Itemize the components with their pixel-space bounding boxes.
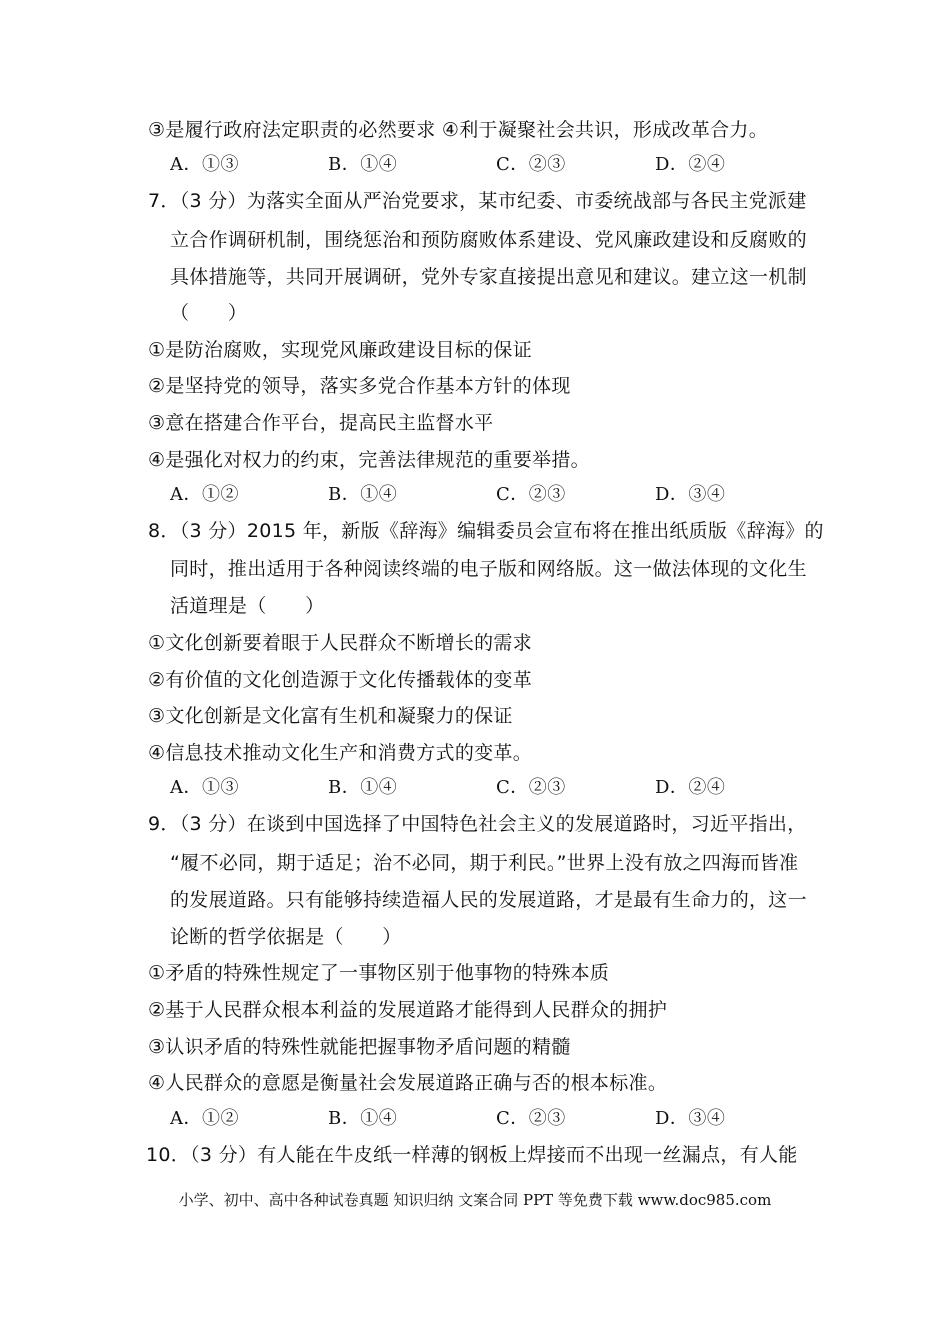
q6-option-a[interactable]: A．①③ xyxy=(170,154,239,175)
q7-statement-3: ③意在搭建合作平台，提高民主监督水平 xyxy=(148,412,494,434)
q9-statement-2: ②基于人民群众根本利益的发展道路才能得到人民群众的拥护 xyxy=(148,999,668,1021)
q8-option-d[interactable]: D．②④ xyxy=(655,777,726,798)
q9-stem-line-3: 的发展道路。只有能够持续造福人民的发展道路，才是最有生命力的，这一 xyxy=(170,889,807,911)
q9-option-d[interactable]: D．③④ xyxy=(655,1108,726,1129)
q8-options xyxy=(0,776,950,800)
q9-statement-3: ③认识矛盾的特殊性就能把握事物矛盾问题的精髓 xyxy=(148,1036,571,1058)
q7-option-c[interactable]: C．②③ xyxy=(496,484,566,505)
q8-option-a[interactable]: A．①③ xyxy=(170,777,239,798)
q7-options xyxy=(0,483,950,507)
q9-statement-1: ①矛盾的特殊性规定了一事物区别于他事物的特殊本质 xyxy=(148,962,610,984)
page-footer: 小学、初中、高中各种试卷真题 知识归纳 文案合同 PPT 等免费下载 www.doc985.com xyxy=(178,1191,772,1209)
q7-stem-line-1: 7．（3 分）为落实全面从严治党要求，某市纪委、市委统战部与各民主党派建 xyxy=(148,190,807,212)
q7-answer-blank: （ ） xyxy=(170,302,248,324)
q9-stem-line-4: 论断的哲学依据是（ ） xyxy=(170,926,402,948)
q9-stem-line-2: “履不必同，期于适足；治不必同，期于利民。”世界上没有放之四海而皆准 xyxy=(170,852,799,874)
q7-option-d[interactable]: D．③④ xyxy=(655,484,726,505)
q6-option-c[interactable]: C．②③ xyxy=(496,154,566,175)
q7-option-a[interactable]: A．①② xyxy=(170,484,239,505)
q8-stem-line-1: 8．（3 分）2015 年，新版《辞海》编辑委员会宣布将在推出纸质版《辞海》的 xyxy=(148,520,824,542)
q7-statement-2: ②是坚持党的领导，落实多党合作基本方针的体现 xyxy=(148,375,571,397)
q7-stem-line-3: 具体措施等，共同开展调研，党外专家直接提出意见和建议。建立这一机制 xyxy=(170,266,807,288)
q8-statement-1: ①文化创新要着眼于人民群众不断增长的需求 xyxy=(148,632,533,654)
q7-option-b[interactable]: B．①④ xyxy=(328,484,398,505)
q8-stem-line-2: 同时，推出适用于各种阅读终端的电子版和网络版。这一做法体现的文化生 xyxy=(170,558,807,580)
q6-options xyxy=(0,153,950,177)
q8-statement-4: ④信息技术推动文化生产和消费方式的变革。 xyxy=(148,742,533,764)
q7-stem-line-2: 立合作调研机制，围绕惩治和预防腐败体系建设、党风廉政建设和反腐败的 xyxy=(170,229,807,251)
q10-stem-line-1: 10．（3 分）有人能在牛皮纸一样薄的钢板上焊接而不出现一丝漏点，有人能 xyxy=(146,1144,798,1166)
q7-statement-4: ④是强化对权力的约束，完善法律规范的重要举措。 xyxy=(148,449,590,471)
q6-statement-line: ③是履行政府法定职责的必然要求 ④利于凝聚社会共识，形成改革合力。 xyxy=(148,119,769,141)
q9-option-a[interactable]: A．①② xyxy=(170,1108,239,1129)
q8-statement-2: ②有价值的文化创造源于文化传播载体的变革 xyxy=(148,669,533,691)
q8-stem-line-3: 活道理是（ ） xyxy=(170,595,325,617)
q9-stem-line-1: 9．（3 分）在谈到中国选择了中国特色社会主义的发展道路时，习近平指出， xyxy=(148,813,807,835)
q9-option-c[interactable]: C．②③ xyxy=(496,1108,566,1129)
q8-option-b[interactable]: B．①④ xyxy=(328,777,398,798)
q9-statement-4: ④人民群众的意愿是衡量社会发展道路正确与否的根本标准。 xyxy=(148,1072,668,1094)
q9-options xyxy=(0,1107,950,1131)
q7-statement-1: ①是防治腐败，实现党风廉政建设目标的保证 xyxy=(148,339,533,361)
q9-option-b[interactable]: B．①④ xyxy=(328,1108,398,1129)
q8-statement-3: ③文化创新是文化富有生机和凝聚力的保证 xyxy=(148,705,513,727)
q6-option-d[interactable]: D．②④ xyxy=(655,154,726,175)
q6-option-b[interactable]: B．①④ xyxy=(328,154,398,175)
q8-option-c[interactable]: C．②③ xyxy=(496,777,566,798)
